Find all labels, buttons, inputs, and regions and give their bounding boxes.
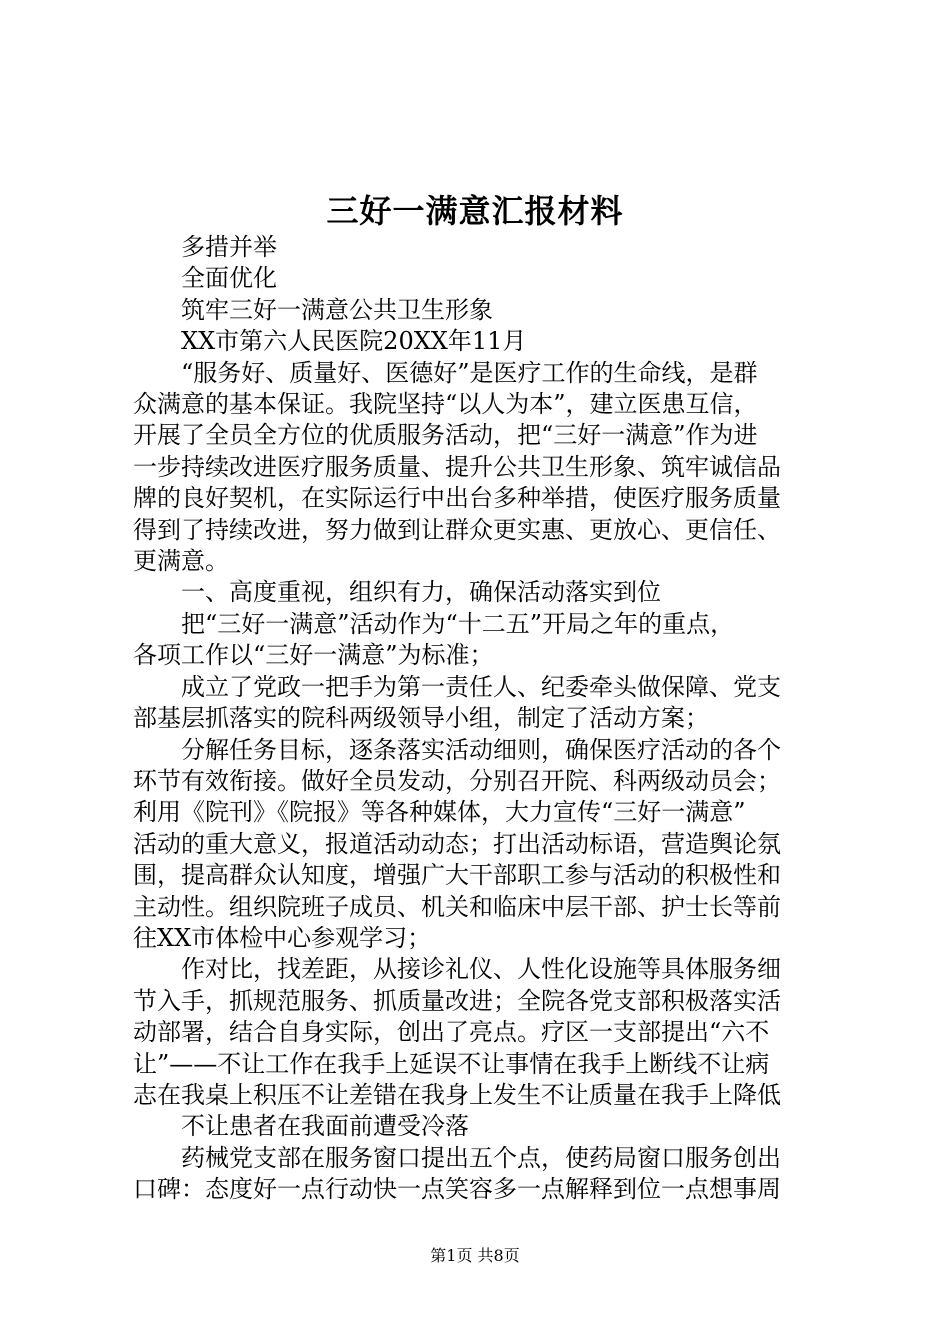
text-line: 全面优化 — [181, 264, 277, 293]
document-body — [133, 232, 829, 1206]
text-line: 更满意。 — [133, 547, 229, 576]
page-footer: 第1页 共8页 — [430, 1246, 520, 1265]
text-line: 部基层抓落实的院科两级领导小组，制定了活动方案； — [133, 704, 709, 733]
text-line: 活动的重大意义，报道活动动态；打出活动标语，营造舆论氛 — [133, 829, 781, 858]
text-line: 药械党支部在服务窗口提出五个点，使药局窗口服务创出 — [181, 1143, 781, 1172]
text-line: 多措并举 — [181, 233, 277, 261]
text-line: 各项工作以“三好一满意”为标准； — [133, 641, 494, 670]
text-line: 作对比，找差距，从接诊礼仪、人性化设施等具体服务细 — [181, 955, 781, 984]
text-line: 成立了党政一把手为第一责任人、纪委牵头做保障、党支 — [181, 672, 781, 701]
text-line: 把“三好一满意”活动作为“十二五”开局之年的重点， — [181, 609, 735, 638]
text-line: 主动性。组织院班子成员、机关和临床中层干部、护士长等前 — [133, 892, 781, 921]
text-line: 一、高度重视，组织有力，确保活动落实到位 — [181, 578, 661, 607]
text-line: 动部署，结合自身实际，创出了亮点。疗区一支部提出“六不 — [133, 1018, 770, 1047]
text-line: 节入手，抓规范服务、抓质量改进；全院各党支部积极落实活 — [133, 986, 781, 1015]
text-line: 牌的良好契机，在实际运行中出台多种举措，使医疗服务质量 — [133, 484, 781, 513]
text-line: 筑牢三好一满意公共卫生形象 — [181, 295, 493, 324]
text-line: 环节有效衔接。做好全员发动，分别召开院、科两级动员会； — [133, 766, 781, 795]
document-title: 三好一满意汇报材料 — [326, 192, 624, 230]
text-line: 开展了全员全方位的优质服务活动，把“三好一满意”作为进 — [133, 421, 758, 450]
text-line: 口碑：态度好一点行动快一点笑容多一点解释到位一点想事周 — [133, 1175, 781, 1204]
text-line: 围，提高群众认知度，增强广大干部职工参与活动的积极性和 — [133, 861, 781, 890]
text-line: XX市第六人民医院20XX年11月 — [181, 327, 527, 356]
text-line: 众满意的基本保证。我院坚持“以人为本”，建立医患互信， — [133, 390, 758, 419]
text-line: 志在我桌上积压不让差错在我身上发生不让质量在我手上降低 — [133, 1080, 781, 1109]
text-line: 利用《院刊》《院报》等各种媒体，大力宣传“三好一满意” — [133, 798, 746, 827]
text-line: 往XX市体检中心参观学习； — [133, 923, 432, 952]
text-line: 一步持续改进医疗服务质量、提升公共卫生形象、筑牢诚信品 — [133, 452, 781, 481]
text-line: 不让患者在我面前遭受冷落 — [181, 1112, 469, 1141]
text-line: 得到了持续改进，努力做到让群众更实惠、更放心、更信任、 — [133, 515, 781, 544]
text-line: “服务好、质量好、医德好”是医疗工作的生命线，是群 — [181, 358, 758, 387]
text-line: 分解任务目标，逐条落实活动细则，确保医疗活动的各个 — [181, 735, 781, 764]
text-line: 让”——不让工作在我手上延误不让事情在我手上断线不让病 — [133, 1049, 770, 1078]
